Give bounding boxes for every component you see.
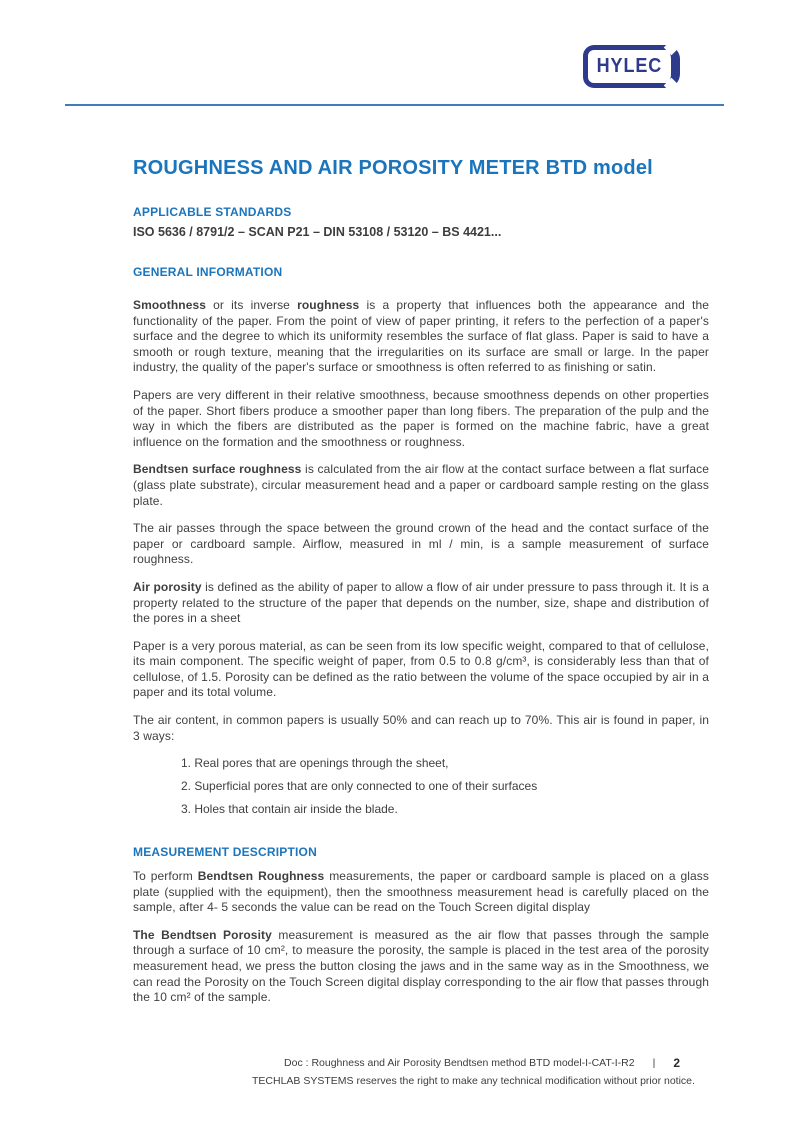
applicable-standards-heading: APPLICABLE STANDARDS (133, 205, 292, 219)
air-ways-list (181, 756, 709, 818)
spacer (133, 285, 709, 298)
footer-page-number: 2 (673, 1056, 680, 1070)
footer-separator: | (652, 1057, 656, 1069)
hylec-logo-text: HYLEC (596, 55, 663, 77)
paragraph-papers-different: Papers are very different in their relative smoothness, because smoothness depends on other properties of the paper. Short fibers produce a smoother paper than long fibers. The preparation of the pulp and the way in which the fibers are distributed as the paper is formed on the machine fabric, have a great influence on the formation and the smoothness or roughness. (133, 387, 709, 449)
paragraph-air-content: The air content, in common papers is usually 50% and can reach up to 70%. This air is found in paper, in 3 ways: (133, 713, 709, 743)
hylec-logo (583, 45, 680, 88)
paragraph-smoothness: Smoothness or its inverse roughness is a property that influences both the appearance and the functionality of the paper. From the point of view of paper printing, it refers to the perfection of a paper's surface and the degree to which its uniformity resembles the surface of flat glass. Paper is said to have a smooth or rough texture, meaning that the irregularities on its surface are small or large. In the paper industry, the quality of the paper's surface or smoothness is often referred to as finishing or satin. (133, 298, 709, 375)
page-title: ROUGHNESS AND AIR POROSITY METER BTD model (133, 157, 653, 179)
general-information-heading: GENERAL INFORMATION (133, 265, 283, 279)
footer-doc-row (284, 1056, 680, 1070)
paragraph-bendtsen-roughness-measurement: To perform Bendtsen Roughness measurements, the paper or cardboard sample is placed on a glass plate (supplied with the equipment), then the smoothness measurement head is carefully placed on the sample, after 4- 5 seconds the value can be read on the Touch Screen digital display (133, 869, 709, 915)
footer-notice: TECHLAB SYSTEMS reserves the right to make any technical modification without prior notice. (252, 1075, 695, 1087)
paragraph-bendtsen-porosity-measurement: The Bendtsen Porosity measurement is measured as the air flow that passes through the sample through a surface of 10 cm², to measure the porosity, the sample is placed in the test area of the porosity measurement head, we press the button closing the jaws and in the same way as in the Smoothness, we can read the Porosity on the Touch Screen digital display corresponding to the air flow that passes through the 10 cm² of the sample. (133, 927, 709, 1005)
paragraph-porous-material: Paper is a very porous material, as can be seen from its low specific weight, compared to that of cellulose, its main component. The specific weight of paper, from 0.5 to 0.8 g/cm³, is considerably less than that of cellulose, of 1.5. Porosity can be defined as the ratio between the volume of the space occupied by air in a paper and its total volume. (133, 638, 709, 700)
paragraph-bendtsen-roughness: Bendtsen surface roughness is calculated from the air flow at the contact surface between a flat surface (glass plate substrate), circular measurement head and a paper or cardboard sample resting on the glass plate. (133, 462, 709, 508)
list-item: 2. Superficial pores that are only connected to one of their surfaces (181, 779, 538, 794)
standards-list: ISO 5636 / 8791/2 – SCAN P21 – DIN 53108 / 53120 – BS 4421... (133, 225, 502, 239)
header-divider-line (65, 104, 724, 106)
logo-corner-notch-top (664, 40, 680, 56)
spacer (133, 832, 709, 845)
logo-corner-notch-bottom (664, 78, 680, 94)
measurement-description-heading: MEASUREMENT DESCRIPTION (133, 845, 317, 860)
list-item: 3. Holes that contain air inside the blade. (181, 802, 398, 817)
footer-doc-reference: Doc : Roughness and Air Porosity Bendtsen method BTD model-I-CAT-I-R2 (284, 1057, 635, 1069)
paragraph-air-porosity: Air porosity is defined as the ability of paper to allow a flow of air under pressure to pass through it. It is a property related to the structure of the paper that depends on the number, size, shape and distribution of the pores in a sheet (133, 579, 710, 626)
list-item: 1. Real pores that are openings through the sheet, (181, 756, 449, 771)
document-content (133, 157, 709, 1018)
paragraph-air-passes: The air passes through the space between the ground crown of the head and the contact surface of the paper or cardboard sample. Airflow, measured in ml / min, is a sample measurement of surface roughness. (133, 521, 709, 567)
